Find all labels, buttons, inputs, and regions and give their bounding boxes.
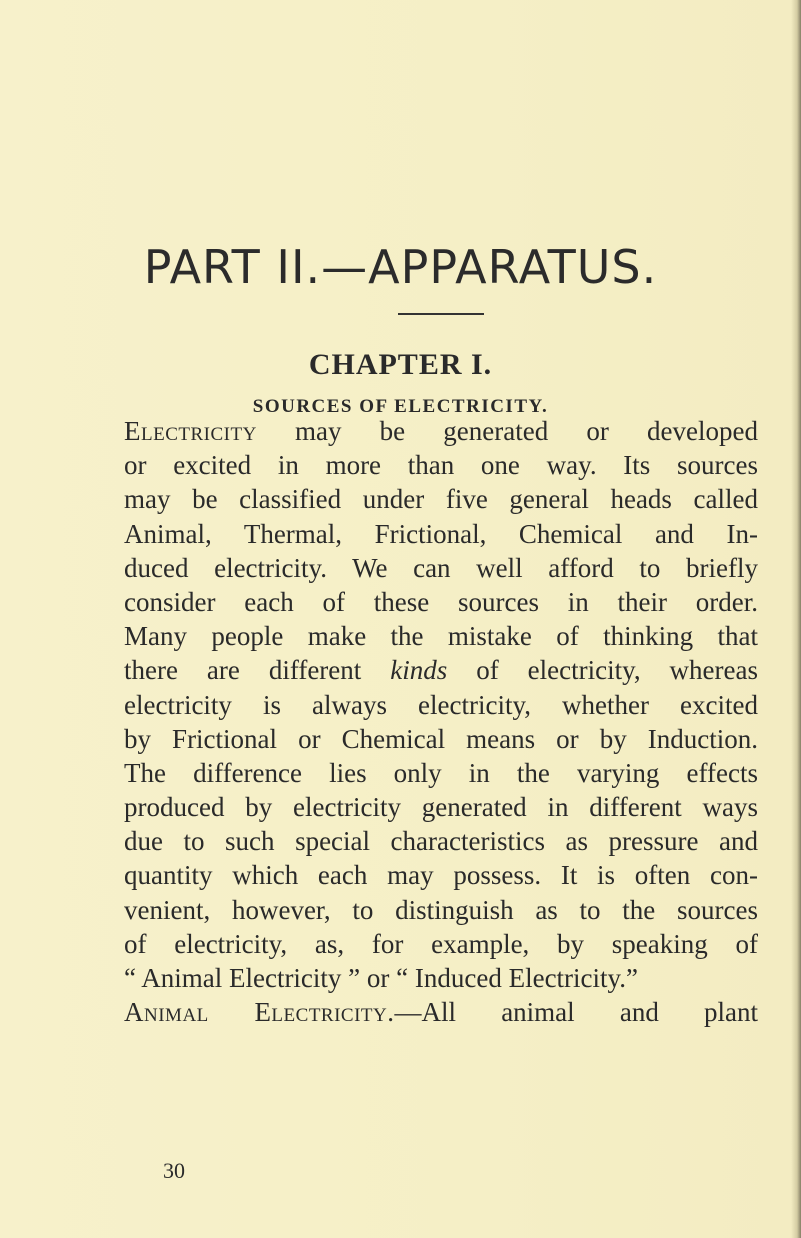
page-edge-shadow [791,0,801,1238]
text-line: venient, however, to distinguish as to the sources [124,894,758,925]
text-line: by Frictional or Chemical means or by Induction. [124,723,758,754]
text-line: consider each of these sources in their order. [124,586,758,617]
text-line: “ Animal Electricity ” or “ Induced Electricity.” [124,963,639,993]
text-line: may be classified under five general heads called [124,484,758,515]
section-title: SOURCES OF ELECTRICITY. [252,396,549,417]
text-line: The difference lies only in the varying effects [124,757,758,788]
text-line: or excited in more than one way. Its sources [124,450,758,481]
emphasis-kinds: kinds [390,655,448,686]
text-line: Animal, Thermal, Frictional, Chemical and In- [124,518,758,549]
body-text [124,414,758,1029]
text-line: Many people make the mistake of thinking that [124,621,758,652]
text-line: duced electricity. We can well afford to briefly [124,552,758,583]
text-line: produced by electricity generated in different ways [124,792,758,823]
part-title: PART II.—APPARATUS. [143,240,658,294]
text-line: quantity which each may possess. It is often con- [124,860,758,891]
paragraph-lead: Electricity [124,416,257,446]
text-line: Electricity may be generated or developed [124,416,758,446]
page-number: 30 [163,1158,185,1183]
title-rule [398,313,484,315]
text-line: there are different kinds of electricity, whereas [124,655,758,686]
paragraph-lead: Animal Electricity. [124,997,395,1028]
text-line: electricity is always electricity, whether excited [124,689,758,720]
text-line: due to such special characteristics as pressure and [124,826,758,857]
text-line: Animal Electricity.—All animal and plant [124,997,758,1028]
chapter-title: CHAPTER I. [308,348,493,381]
text-line: of electricity, as, for example, by speaking of [124,928,758,959]
